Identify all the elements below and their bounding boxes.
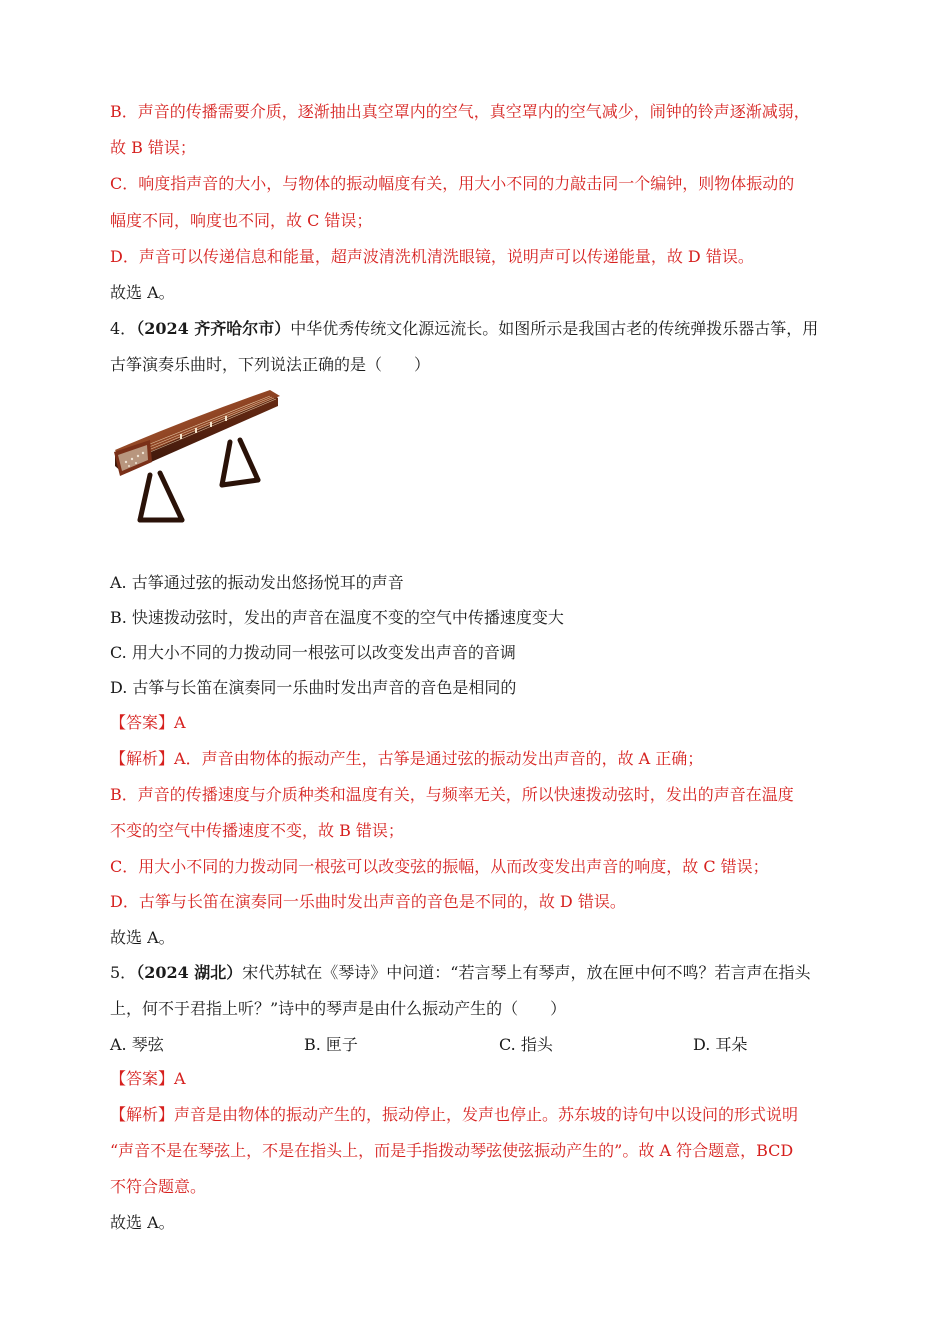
q4-answer-value: A	[174, 713, 186, 732]
q5-analysis-line1	[110, 1104, 798, 1126]
q4-answer	[110, 712, 186, 734]
q4-analysis-b-line1: B．声音的传播速度与介质种类和温度有关，与频率无关，所以快速拨动弦时，发出的声音在温度	[110, 785, 794, 804]
q4-stem-line1	[110, 318, 818, 340]
q4-option-d: D. 古筝与长笛在演奏同一乐曲时发出声音的音色是相同的	[110, 678, 517, 697]
q3-analysis-c-line1: C．响度指声音的大小，与物体的振动幅度有关，用大小不同的力敲击同一个编钟，则物体振动的	[110, 174, 795, 193]
q5-answer	[110, 1068, 186, 1090]
q3-analysis-d-line1: D．声音可以传递信息和能量，超声波清洗机清洗眼镜，说明声可以传递能量，故 D 错误。	[110, 247, 754, 266]
q4-answer-label: 【答案】	[110, 713, 175, 732]
q5-stem-line1	[110, 962, 810, 984]
guzheng-image	[110, 380, 285, 530]
q5-number: 5．	[110, 963, 137, 982]
q3-analysis-b-line1: B．声音的传播需要介质，逐渐抽出真空罩内的空气，真空罩内的空气减少，闹钟的铃声逐渐减弱，	[110, 102, 810, 121]
q4-analysis-label: 【解析】	[110, 749, 175, 768]
q3-analysis-b-line2: 故 B 错误；	[110, 138, 196, 157]
q4-analysis-a	[110, 748, 703, 770]
q5-stem-text1: 宋代苏轼在《琴诗》中问道：“若言琴上有琴声，放在匣中何不鸣？若言声在指头	[242, 963, 811, 982]
q3-analysis-c-line2: 幅度不同，响度也不同，故 C 错误；	[110, 211, 373, 230]
q5-analysis-text1: 声音是由物体的振动产生的，振动停止，发声也停止。苏东坡的诗句中以设问的形式说明	[174, 1105, 799, 1124]
q4-stem-text1: 中华优秀传统文化源远流长。如图所示是我国古老的传统弹拨乐器古筝，用	[290, 319, 819, 338]
q5-source: （2024 湖北）	[136, 963, 243, 982]
q4-analysis-c: C．用大小不同的力拨动同一根弦可以改变弦的振幅，从而改变发出声音的响度，故 C 错误；	[110, 857, 769, 876]
q4-stem-line2: 古筝演奏乐曲时，下列说法正确的是（ ）	[110, 355, 431, 374]
q5-analysis-line2: “声音不是在琴弦上，不是在指头上，而是手指拨动琴弦使弦振动产生的”。故 A 符合题意，BCD	[110, 1141, 794, 1160]
q5-option-d: D. 耳朵	[693, 1035, 748, 1054]
q4-choose: 故选 A。	[110, 928, 175, 947]
q4-option-c: C. 用大小不同的力拨动同一根弦可以改变发出声音的音调	[110, 643, 516, 662]
q4-source: （2024 齐齐哈尔市）	[136, 319, 291, 338]
q5-answer-label: 【答案】	[110, 1069, 175, 1088]
q5-analysis-line3: 不符合题意。	[110, 1177, 207, 1196]
q4-analysis-a-text: A．声音由物体的振动产生，古筝是通过弦的振动发出声音的，故 A 正确；	[174, 749, 704, 768]
q3-choose: 故选 A。	[110, 283, 175, 302]
q4-analysis-d: D．古筝与长笛在演奏同一乐曲时发出声音的音色是不同的，故 D 错误。	[110, 892, 626, 911]
q4-option-a: A. 古筝通过弦的振动发出悠扬悦耳的声音	[110, 573, 404, 592]
q5-option-c: C. 指头	[499, 1035, 553, 1054]
q4-analysis-b-line2: 不变的空气中传播速度不变，故 B 错误；	[110, 821, 404, 840]
q5-choose: 故选 A。	[110, 1213, 175, 1232]
q5-option-a: A. 琴弦	[110, 1035, 164, 1054]
q5-option-b: B. 匣子	[304, 1035, 358, 1054]
q5-answer-value: A	[174, 1069, 186, 1088]
q4-option-b: B. 快速拨动弦时，发出的声音在温度不变的空气中传播速度变大	[110, 608, 564, 627]
q4-number: 4．	[110, 319, 137, 338]
q5-analysis-label: 【解析】	[110, 1105, 175, 1124]
q5-stem-line2: 上，何不于君指上听？”诗中的琴声是由什么振动产生的（ ）	[110, 999, 567, 1018]
